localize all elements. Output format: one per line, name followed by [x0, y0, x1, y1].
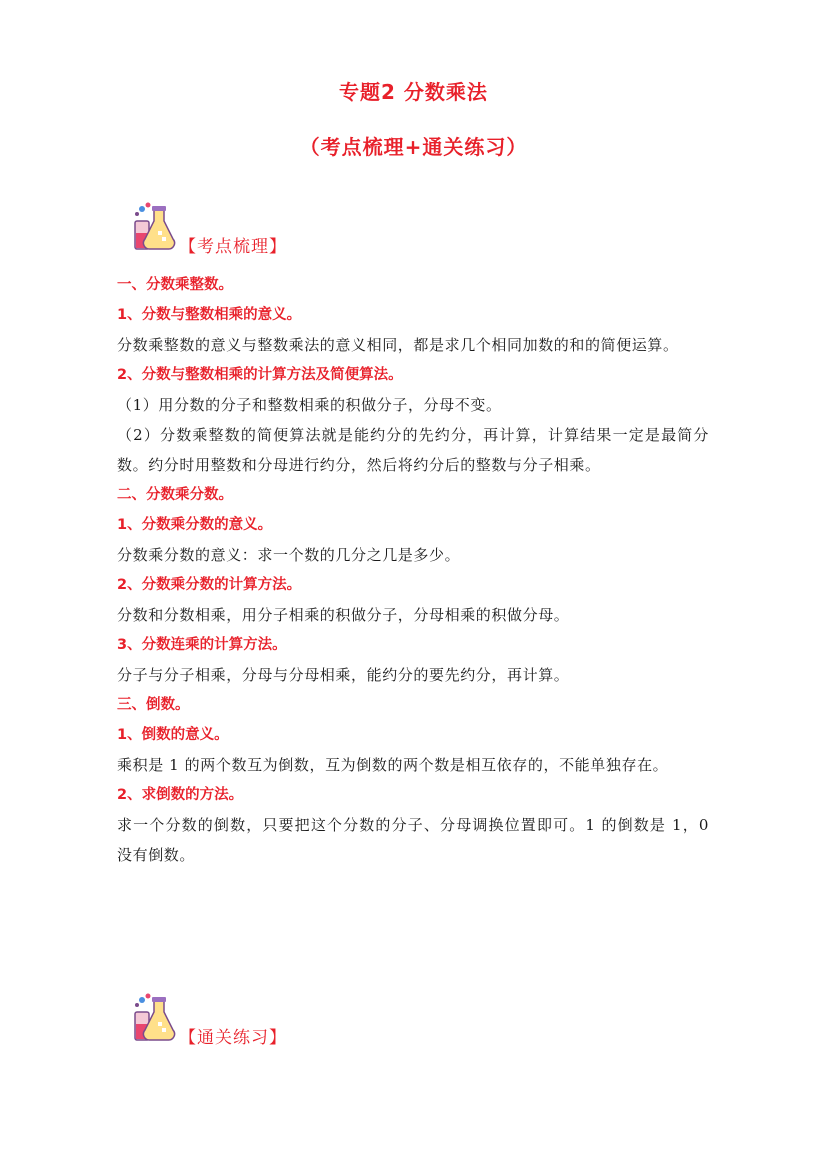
paragraph: 分数乘分数的意义：求一个数的几分之几是多少。 — [117, 546, 461, 564]
paragraph: （1）用分数的分子和整数相乘的积做分子，分母不变。 — [117, 396, 502, 414]
page-subtitle: （考点梳理+通关练习） — [299, 135, 528, 159]
paragraph: 分数和分数相乘，用分子相乘的积做分子，分母相乘的积做分母。 — [117, 606, 570, 624]
subheading: 2、分数与整数相乘的计算方法及简便算法。 — [117, 367, 403, 383]
practice-section-label: 【通关练习】 — [179, 1028, 287, 1048]
subheading: 2、分数乘分数的计算方法。 — [117, 577, 302, 593]
paragraph: 分数乘整数的意义与整数乘法的意义相同，都是求几个相同加数的和的简便运算。 — [117, 336, 679, 354]
paragraph: （2）分数乘整数的简便算法就是能约分的先约分，再计算，计算结果一定是最简分数。约分时用整数和分母进行约分，然后将约分后的整数与分子相乘。 — [117, 426, 709, 474]
review-section-header — [128, 201, 428, 257]
heading: 二、分数乘分数。 — [117, 487, 233, 503]
heading: 一、分数乘整数。 — [117, 277, 233, 293]
subheading: 2、求倒数的方法。 — [117, 787, 244, 803]
subheading: 1、分数乘分数的意义。 — [117, 517, 273, 533]
page-title: 专题2 分数乘法 — [339, 80, 488, 104]
subheading: 1、倒数的意义。 — [117, 727, 229, 743]
practice-section-header — [128, 992, 428, 1048]
subheading: 1、分数与整数相乘的意义。 — [117, 307, 302, 323]
review-section-label: 【考点梳理】 — [179, 237, 287, 257]
paragraph: 乘积是 1 的两个数互为倒数，互为倒数的两个数是相互依存的，不能单独存在。 — [117, 756, 669, 774]
review-content — [117, 270, 709, 870]
paragraph: 求一个分数的倒数，只要把这个分数的分子、分母调换位置即可。1 的倒数是 1，0 没有倒数。 — [117, 816, 709, 864]
subheading: 3、分数连乘的计算方法。 — [117, 637, 287, 653]
flask-icon — [132, 201, 176, 253]
heading: 三、倒数。 — [117, 697, 190, 713]
paragraph: 分子与分子相乘，分母与分母相乘，能约分的要先约分，再计算。 — [117, 666, 570, 684]
flask-icon — [132, 992, 176, 1044]
